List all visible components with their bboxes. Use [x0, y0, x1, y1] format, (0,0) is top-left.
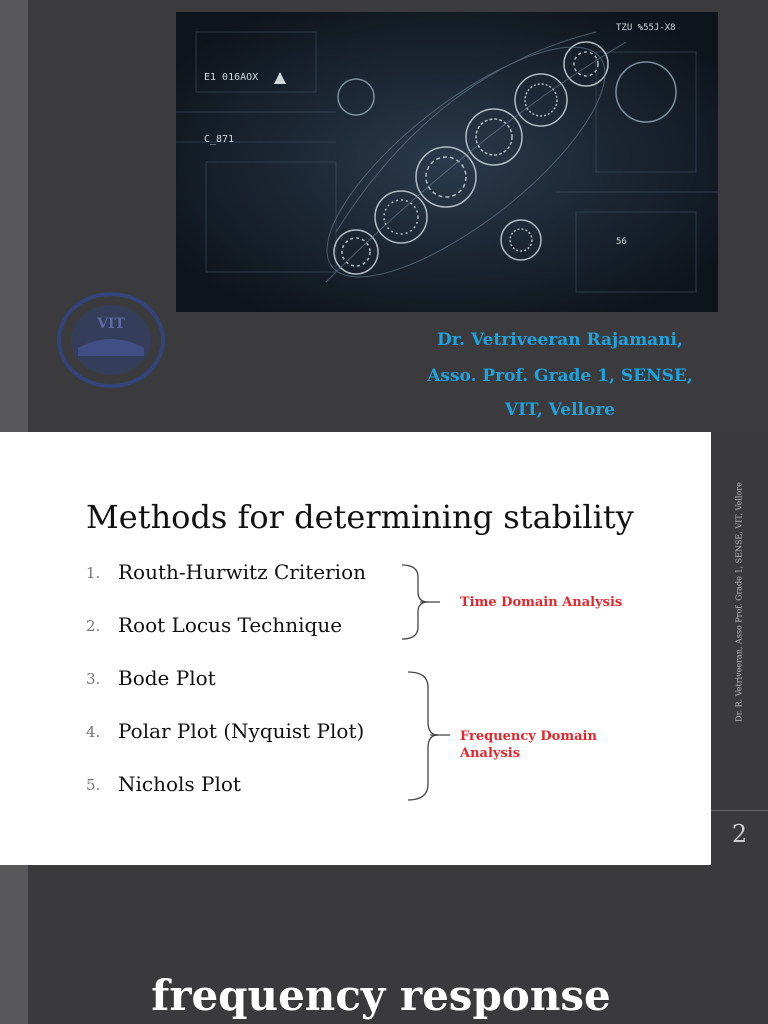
time-domain-label: Time Domain Analysis: [460, 595, 623, 610]
author-name: Dr. Vetriveeran Rajamani,: [437, 330, 683, 350]
list-label: Routh-Hurwitz Criterion: [118, 560, 366, 584]
list-number: 2.: [86, 617, 101, 635]
title-slide: [0, 0, 768, 432]
author-institution: VIT, Vellore: [504, 400, 616, 420]
hero-graphic: [176, 12, 718, 312]
list-number: 5.: [86, 776, 101, 794]
list-label: Polar Plot (Nyquist Plot): [118, 719, 365, 743]
list-number: 4.: [86, 723, 101, 741]
list-label: Nichols Plot: [118, 772, 241, 796]
page-number-divider: [711, 810, 768, 811]
list-number: 1.: [86, 564, 101, 582]
stability-methods-slide: [0, 432, 768, 865]
slide-footer: [711, 432, 768, 772]
list-label: Bode Plot: [118, 666, 216, 690]
frequency-domain-label-line2: Analysis: [460, 746, 521, 761]
grouping-braces: [0, 432, 711, 865]
hero-text-4: 56: [616, 237, 627, 247]
frequency-response-slide: [0, 865, 768, 1024]
list-label: Root Locus Technique: [118, 613, 343, 637]
list-number: 3.: [86, 670, 101, 688]
slide-title: frequency response: [151, 971, 611, 1020]
page-number: 2: [731, 820, 748, 848]
frequency-domain-label-line1: Frequency Domain: [460, 729, 597, 744]
hero-tech-image: [176, 12, 718, 312]
vit-logo: [56, 290, 166, 390]
slide-title: Methods for determining stability: [86, 498, 634, 536]
frequency-domain-brace: [408, 672, 438, 800]
frequency-domain-label: [460, 728, 597, 762]
footer-text: Dr. R. Vetriveeran, Asso Prof. Grade 1, SENSE, VIT, Vellore: [734, 482, 744, 722]
hero-text-1: TZU %55J-X8: [616, 23, 676, 33]
author-designation: Asso. Prof. Grade 1, SENSE,: [427, 366, 693, 386]
hero-text-2: E1 016AOX: [204, 72, 259, 83]
slide-left-bar: [0, 0, 28, 432]
hero-text-3: C_871: [204, 134, 235, 145]
vit-logo-text: VIT: [97, 316, 125, 332]
